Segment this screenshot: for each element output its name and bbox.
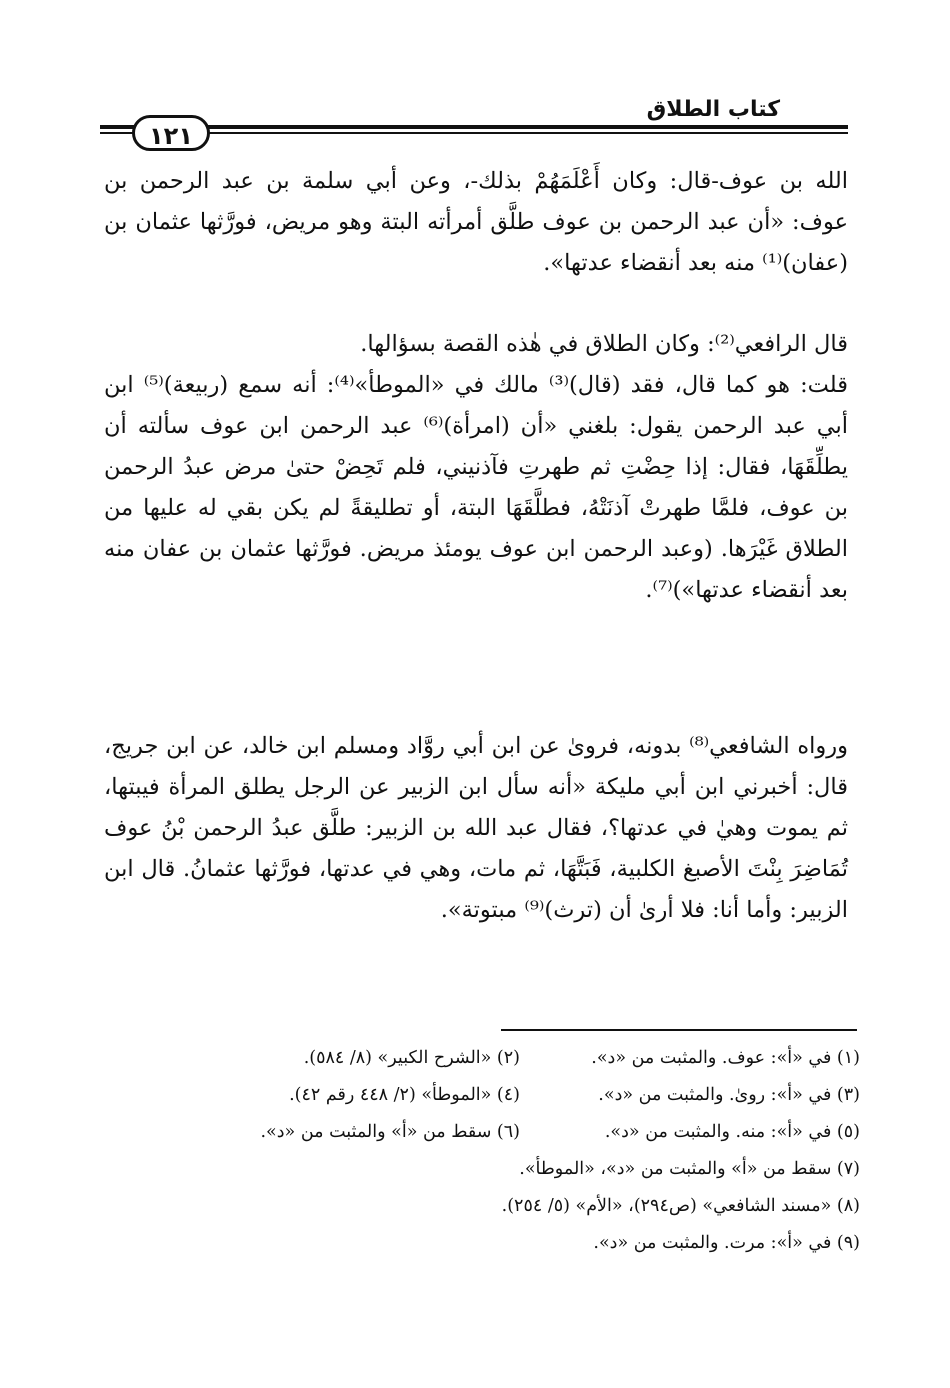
footnote-6: (٦) سقط من «أ» والمثبت من «د». [260, 1122, 520, 1142]
footnote-row [180, 1114, 860, 1151]
page-number: ١٢١ [132, 115, 210, 151]
paragraph-text: قال الرافعي⁽²⁾: وكان الطلاق في هٰذه القصة بسؤالها. [360, 331, 848, 357]
footnotes [180, 1040, 860, 1262]
footnote-5: (٥) في «أ»: منه. والمثبت من «د». [604, 1122, 860, 1142]
footnote-2: (٢) «الشرح الكبير» (٨/ ٥٨٤). [303, 1048, 520, 1068]
footnote-7: (٧) سقط من «أ» والمثبت من «د»، «الموطأ». [519, 1159, 860, 1179]
footnote-row [180, 1077, 860, 1114]
body-paragraph-3 [104, 365, 848, 611]
body-paragraph-4 [104, 726, 848, 931]
paragraph-text: قلت: هو كما قال، فقد (قال)⁽³⁾ مالك في «الموطأ»⁽⁴⁾: أنه سمع (ربيعة)⁽⁵⁾ ابن أبي عبد الرحمن يقول: بلغني «أن (امرأة)⁽⁶⁾ عبد الرحمن ابن عوف سألته أن يطلِّقَهَا، فقال: إذا حِضْتِ ثم طهرتِ فآذنيني، فلم تَحِضْ حتىٰ مرض عبدُ الرحمن بن عوف، فلمَّا طهرتْ آذنَتْهُ، فطلَّقَهَا البتة، أو تطليقةً لم يكن بقي له عليها من الطلاق غَيْرَها. (وعبد الرحمن ابن عوف يومئذ مريض. فورَّثها عثمان بن عفان منه بعد أنقضاء عدتها»)⁽⁷⁾. [104, 372, 848, 603]
footnote-3: (٣) في «أ»: رویٰ. والمثبت من «د». [598, 1085, 860, 1105]
footnote-row [180, 1040, 860, 1077]
header-rule [100, 122, 848, 138]
body-paragraph-1 [104, 161, 848, 284]
running-header-title: كتاب الطلاق [646, 97, 780, 122]
footnote-1: (١) في «أ»: عوف. والمثبت من «د». [591, 1048, 860, 1068]
footnote-4: (٤) «الموطأ» (٢/ ٤٤٨ رقم ٤٢). [289, 1085, 520, 1105]
body-paragraph-2 [104, 324, 848, 365]
footnote-9: (٩) في «أ»: مرت. والمثبت من «د». [593, 1233, 860, 1253]
paragraph-text: ورواه الشافعي⁽⁸⁾ بدونه، فرویٰ عن ابن أبي روَّاد ومسلم ابن خالد، عن ابن جريج، قال: أخبرني ابن أبي مليكة «أنه سأل ابن الزبير عن الرجل يطلق المرأة فيبتها، ثم يموت وهيٰ في عدتها؟، فقال عبد الله بن الزبير: طلَّق عبدُ الرحمن بْنُ عوف تُمَاضِرَ بِنْتَ الأصبغ الكلبية، فَبَتَّهَا، ثم مات، وهي في عدتها، فورَّثها عثمانُ. قال ابن الزبير: وأما أنا: فلا أرىٰ أن (ترث)⁽⁹⁾ مبتوتة». [104, 733, 848, 923]
footnote-separator [501, 1029, 857, 1031]
header-rule-thin [100, 132, 848, 134]
paragraph-text: الله بن عوف-قال: وكان أَعْلَمَهُمْ بذلك-، وعن أبي سلمة بن عبد الرحمن بن عوف: «أن عبد الرحمن بن عوف طلَّق أمرأته البتة وهو مريض، فورَّثها عثمان بن (عفان)⁽¹⁾ منه بعد أنقضاء عدتها». [104, 168, 848, 276]
footnote-8: (٨) «مسند الشافعي» (ص٢٩٤)، «الأم» (٥/ ٢٥٤). [501, 1196, 860, 1216]
header-rule-thick [100, 125, 848, 129]
